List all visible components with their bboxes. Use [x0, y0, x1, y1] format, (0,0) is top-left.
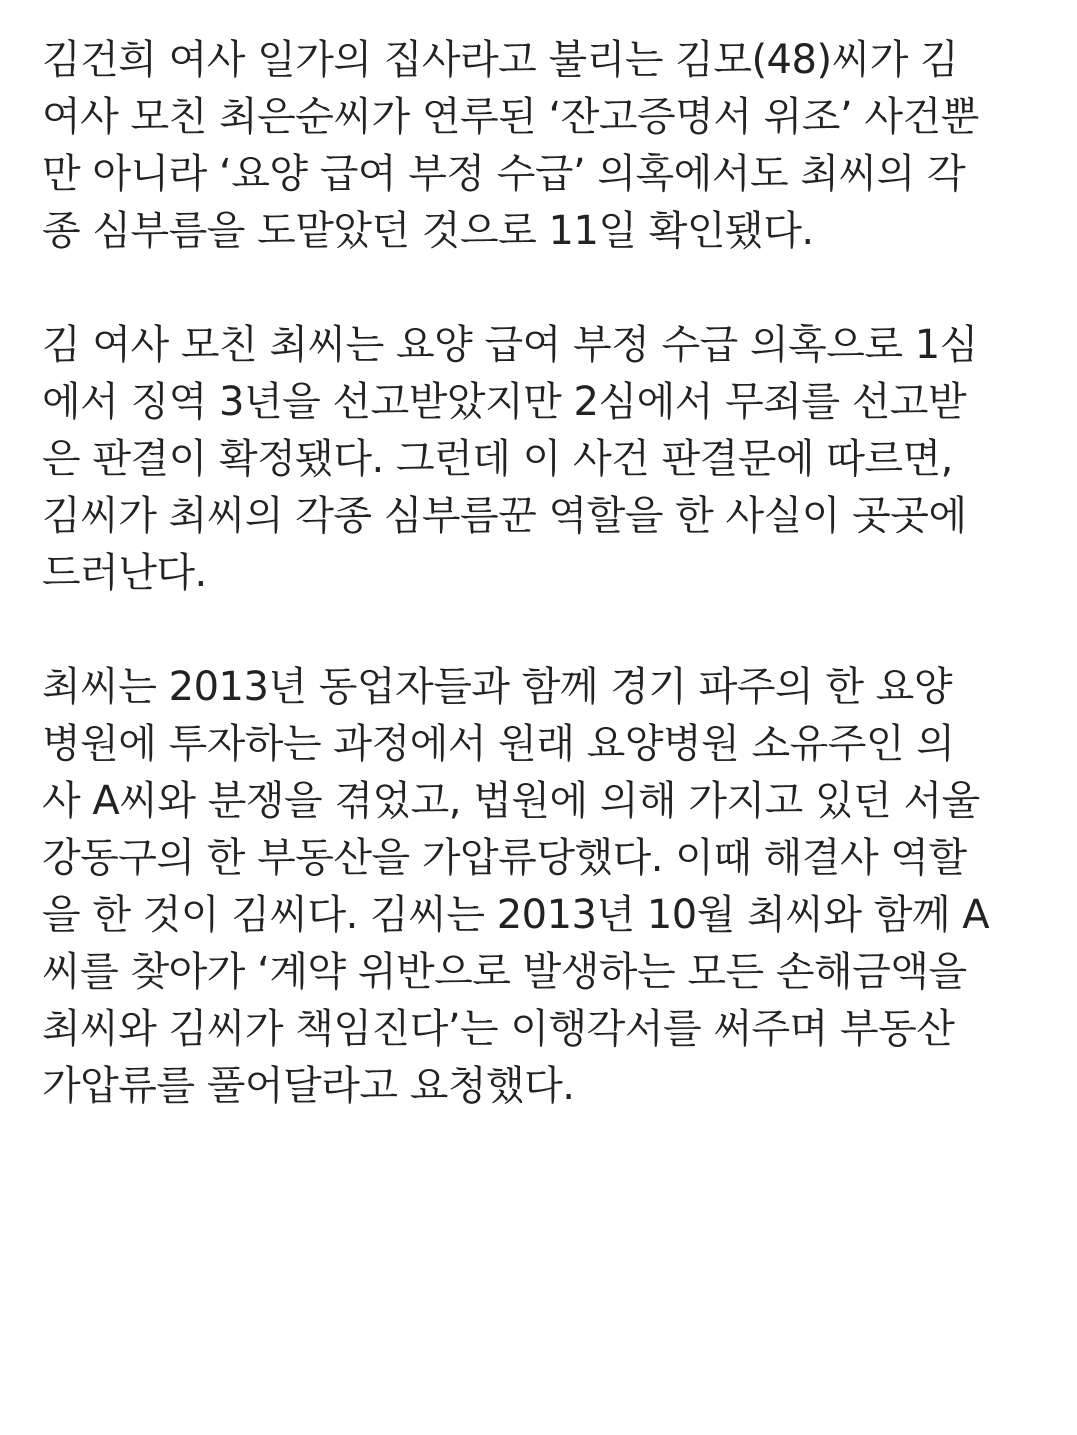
paragraph-line: 에서 징역 3년을 선고받았지만 2심에서 무죄를 선고받: [42, 379, 967, 425]
paragraph-line: 드러난다.: [42, 550, 207, 596]
paragraph-line: 최씨와 김씨가 책임진다’는 이행각서를 써주며 부동산: [42, 1006, 955, 1052]
paragraph-line: 사 A씨와 분쟁을 겪었고, 법원에 의해 가지고 있던 서울: [42, 778, 980, 824]
paragraph-line: 김 여사 모친 최씨는 요양 급여 부정 수급 의혹으로 1심: [42, 322, 978, 368]
paragraph-3: [42, 659, 1042, 1115]
paragraph-line: 가압류를 풀어달라고 요청했다.: [42, 1063, 575, 1109]
paragraph-line: 김건희 여사 일가의 집사라고 불리는 김모(48)씨가 김: [42, 37, 959, 83]
paragraph-line: 을 한 것이 김씨다. 김씨는 2013년 10월 최씨와 함께 A: [42, 892, 990, 938]
paragraph-line: 종 심부름을 도맡았던 것으로 11일 확인됐다.: [42, 208, 814, 254]
paragraph-line: 최씨는 2013년 동업자들과 함께 경기 파주의 한 요양: [42, 664, 952, 710]
paragraph-line: 병원에 투자하는 과정에서 원래 요양병원 소유주인 의: [42, 721, 955, 767]
paragraph-line: 김씨가 최씨의 각종 심부름꾼 역할을 한 사실이 곳곳에: [42, 493, 967, 539]
paragraph-2: [42, 317, 1042, 602]
paragraph-1: [42, 32, 1042, 260]
paragraph-line: 은 판결이 확정됐다. 그런데 이 사건 판결문에 따르면,: [42, 436, 953, 482]
paragraph-line: 강동구의 한 부동산을 가압류당했다. 이때 해결사 역할: [42, 835, 967, 881]
article-body: [42, 32, 1042, 1115]
paragraph-line: 만 아니라 ‘요양 급여 부정 수급’ 의혹에서도 최씨의 각: [42, 151, 966, 197]
paragraph-line: 씨를 찾아가 ‘계약 위반으로 발생하는 모든 손해금액을: [42, 949, 967, 995]
paragraph-line: 여사 모친 최은순씨가 연루된 ‘잔고증명서 위조’ 사건뿐: [42, 94, 979, 140]
